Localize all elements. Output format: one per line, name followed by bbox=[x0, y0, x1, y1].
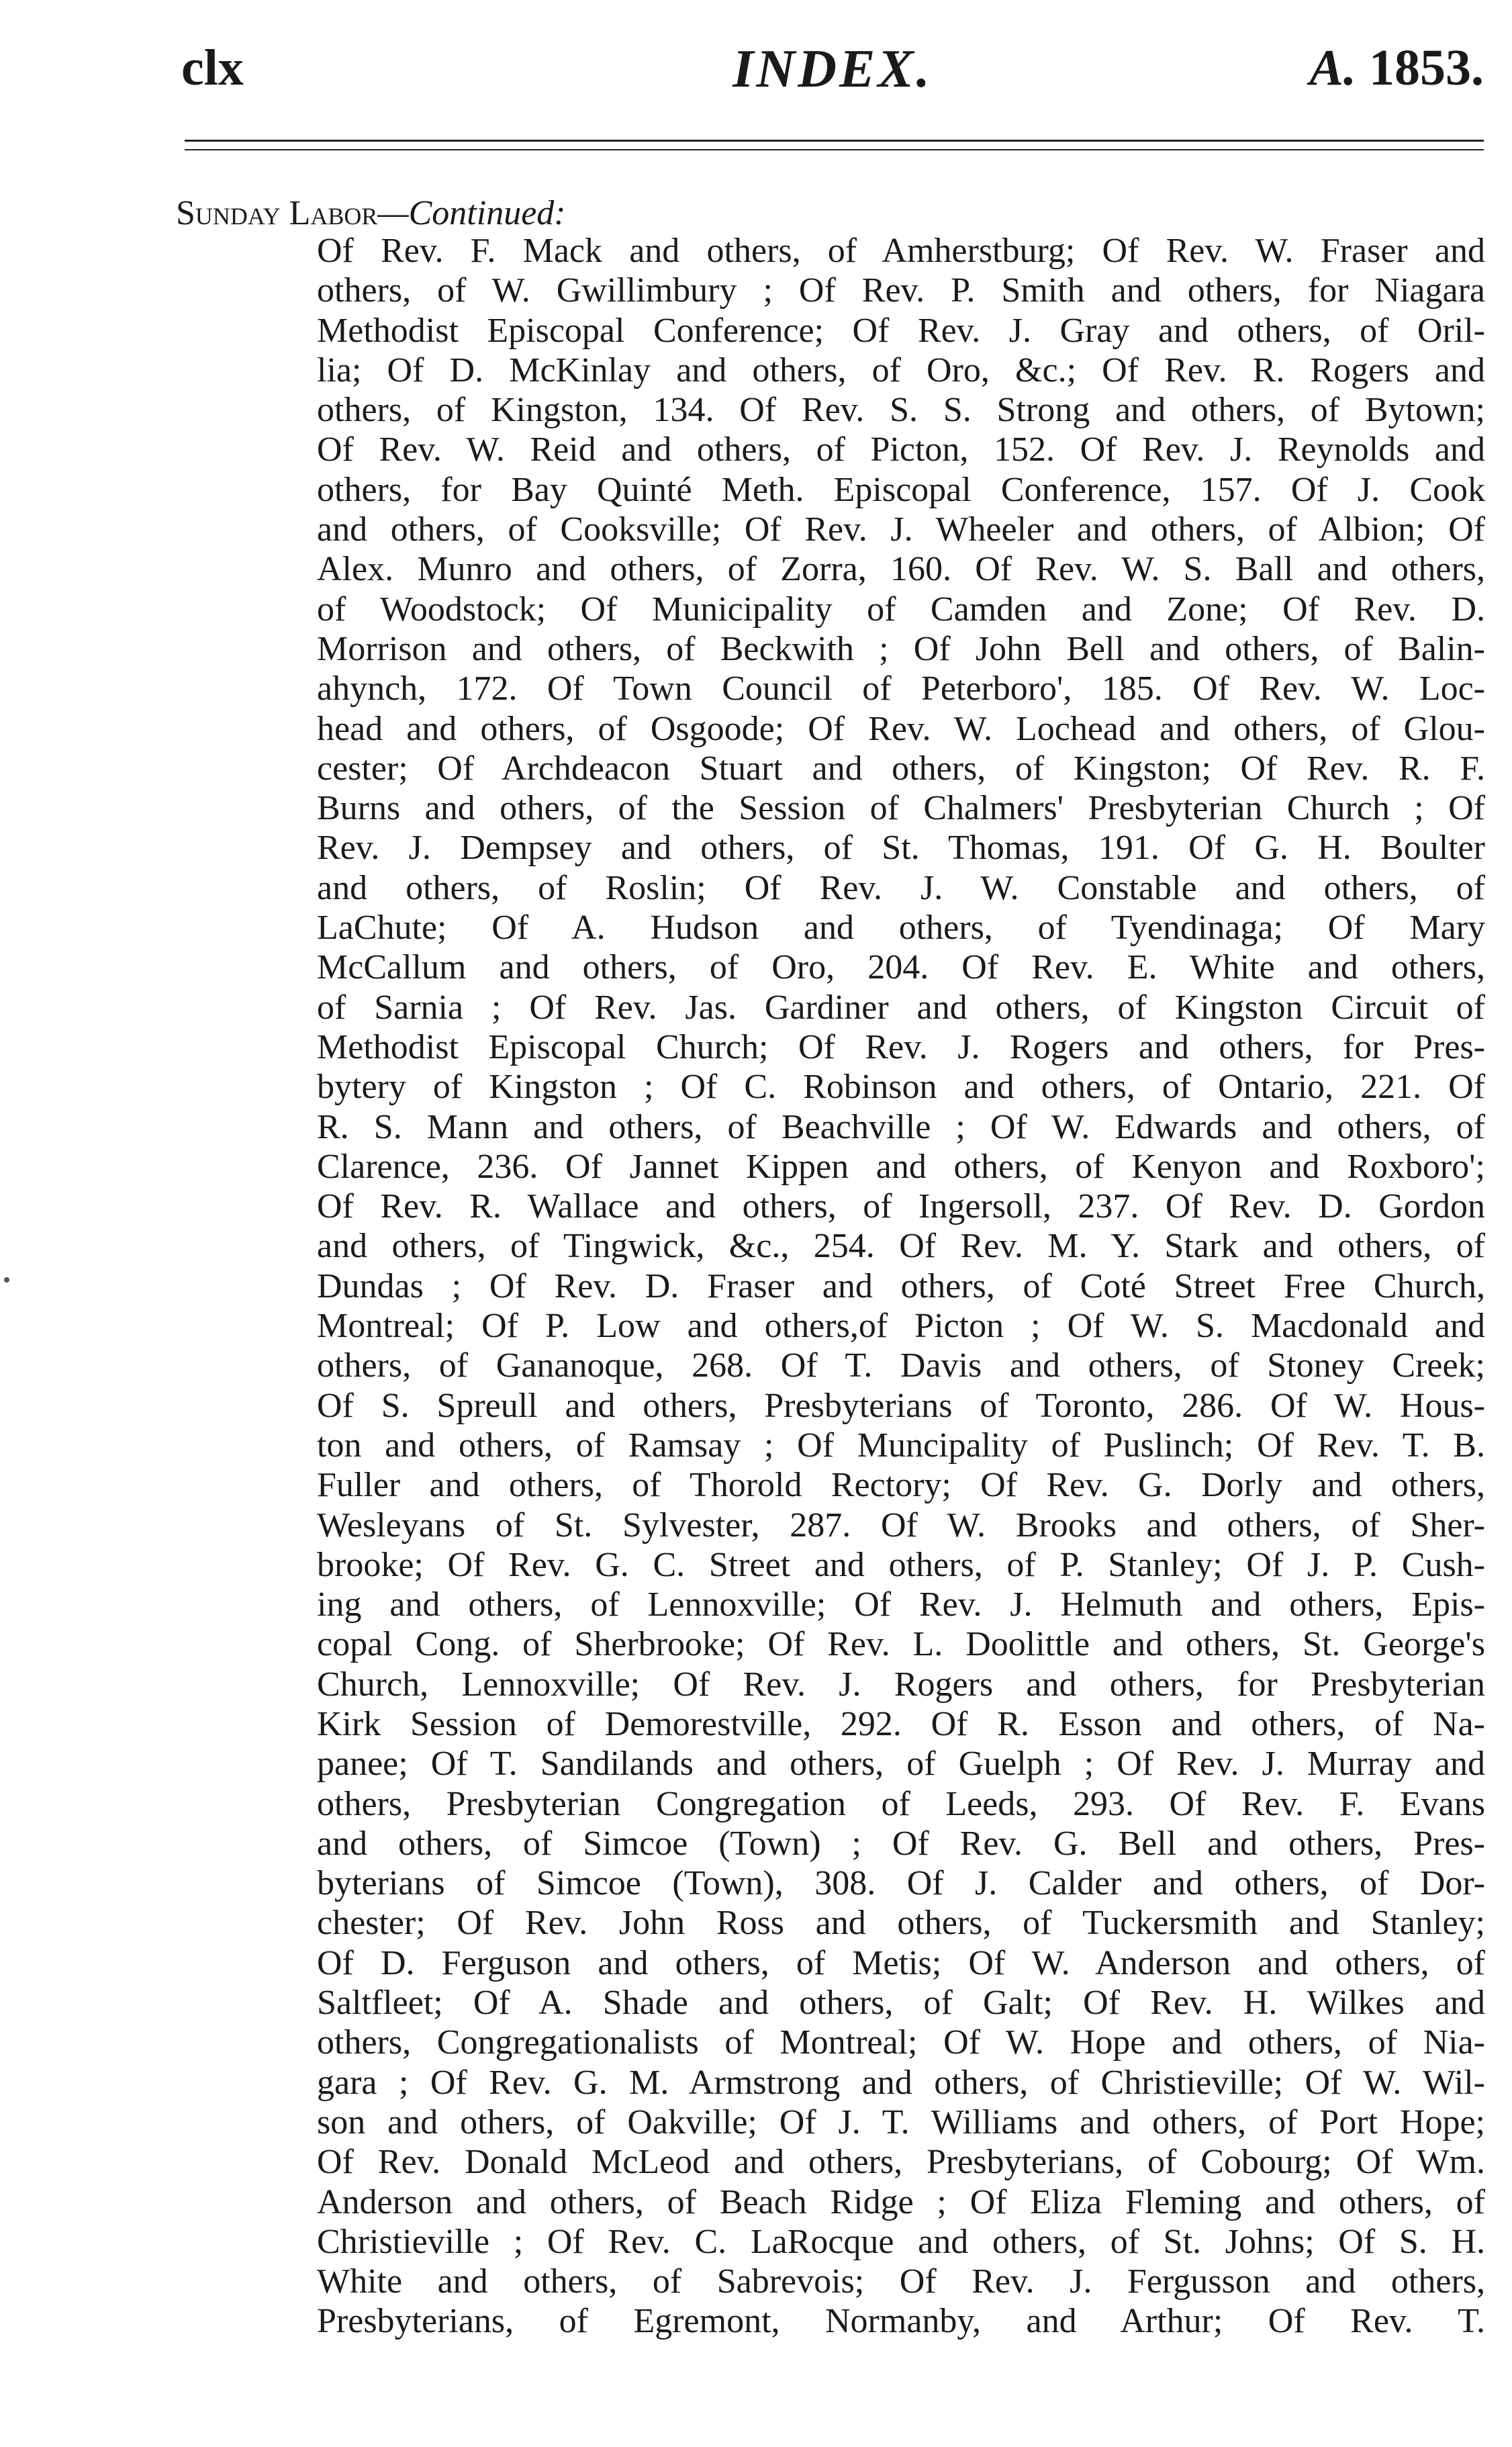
text-line: Kirk Session of Demorestville, 292. Of R. Esson and others, of Na- bbox=[317, 1704, 1485, 1743]
text-line: and others, of Cooksville; Of Rev. J. Wheeler and others, of Albion; Of bbox=[317, 510, 1485, 549]
text-line: Of D. Ferguson and others, of Metis; Of W. Anderson and others, of bbox=[317, 1943, 1485, 1982]
text-line: others, Congregationalists of Montreal; Of W. Hope and others, of Nia- bbox=[317, 2023, 1485, 2062]
text-line: Of Rev. Donald McLeod and others, Presbyterians, of Cobourg; Of Wm. bbox=[317, 2143, 1485, 2182]
text-line: Alex. Munro and others, of Zorra, 160. Of Rev. W. S. Ball and others, bbox=[317, 550, 1485, 589]
text-line: byterians of Simcoe (Town), 308. Of J. Calder and others, of Dor- bbox=[317, 1864, 1485, 1903]
text-line: Dundas ; Of Rev. D. Fraser and others, of Coté Street Free Church, bbox=[317, 1266, 1485, 1305]
text-line: bytery of Kingston ; Of C. Robinson and others, of Ontario, 221. Of bbox=[317, 1068, 1485, 1107]
text-line: LaChute; Of A. Hudson and others, of Tyendinaga; Of Mary bbox=[317, 909, 1485, 948]
text-line: ahynch, 172. Of Town Council of Peterboro', 185. Of Rev. W. Loc- bbox=[317, 670, 1485, 708]
text-line: and others, of Simcoe (Town) ; Of Rev. G. Bell and others, Pres- bbox=[317, 1824, 1485, 1863]
text-line: of Sarnia ; Of Rev. Jas. Gardiner and others, of Kingston Circuit of bbox=[317, 988, 1485, 1027]
page-number: clx bbox=[181, 40, 244, 96]
entry-heading bbox=[176, 191, 566, 236]
text-line: lia; Of D. McKinlay and others, of Oro, &c.; Of Rev. R. Rogers and bbox=[317, 351, 1485, 389]
text-line: cester; Of Archdeacon Stuart and others, of Kingston; Of Rev. R. F. bbox=[317, 749, 1485, 788]
text-line: Fuller and others, of Thorold Rectory; Of Rev. G. Dorly and others, bbox=[317, 1466, 1485, 1505]
margin-mark bbox=[4, 1277, 9, 1283]
text-line: R. S. Mann and others, of Beachville ; Of W. Edwards and others, of bbox=[317, 1107, 1485, 1146]
text-line: Montreal; Of P. Low and others,of Picton ; Of W. S. Macdonald and bbox=[317, 1307, 1485, 1346]
text-line: and others, of Roslin; Of Rev. J. W. Constable and others, of bbox=[317, 868, 1485, 907]
text-line: White and others, of Sabrevois; Of Rev. J. Fergusson and others, bbox=[317, 2262, 1485, 2301]
year-number: 1853. bbox=[1369, 40, 1484, 96]
text-line: others, of Gananoque, 268. Of T. Davis and others, of Stoney Creek; bbox=[317, 1346, 1485, 1385]
text-line: others, for Bay Quinté Meth. Episcopal Conference, 157. Of J. Cook bbox=[317, 470, 1485, 509]
year-label bbox=[1309, 39, 1484, 97]
text-line: gara ; Of Rev. G. M. Armstrong and others, of Christieville; Of W. Wil- bbox=[317, 2063, 1485, 2102]
text-line: Rev. J. Dempsey and others, of St. Thomas, 191. Of G. H. Boulter bbox=[317, 829, 1485, 868]
text-line: Methodist Episcopal Church; Of Rev. J. Rogers and others, for Pres- bbox=[317, 1027, 1485, 1066]
page-header bbox=[181, 26, 1484, 120]
year-letter: A. bbox=[1309, 40, 1356, 96]
text-line: ing and others, of Lennoxville; Of Rev. J. Helmuth and others, Epis- bbox=[317, 1585, 1485, 1624]
text-line: Presbyterians, of Egremont, Normanby, and Arthur; Of Rev. T. bbox=[317, 2302, 1485, 2341]
text-line: McCallum and others, of Oro, 204. Of Rev. E. White and others, bbox=[317, 948, 1485, 987]
text-line: Church, Lennoxville; Of Rev. J. Rogers and others, for Presbyterian bbox=[317, 1665, 1485, 1704]
text-line: chester; Of Rev. John Ross and others, of Tuckersmith and Stanley; bbox=[317, 1904, 1485, 1943]
text-line: Of Rev. W. Reid and others, of Picton, 152. Of Rev. J. Reynolds and bbox=[317, 430, 1485, 469]
text-line: others, Presbyterian Congregation of Leeds, 293. Of Rev. F. Evans bbox=[317, 1784, 1485, 1823]
text-line: Of S. Spreull and others, Presbyterians of Toronto, 286. Of W. Hous- bbox=[317, 1386, 1485, 1425]
text-line: ton and others, of Ramsay ; Of Muncipality of Puslinch; Of Rev. T. B. bbox=[317, 1426, 1485, 1465]
text-line: head and others, of Osgoode; Of Rev. W. Lochead and others, of Glou- bbox=[317, 709, 1485, 748]
entry-heading-main: Sunday Labor bbox=[176, 194, 378, 232]
text-line: others, of W. Gwillimbury ; Of Rev. P. Smith and others, for Niagara bbox=[317, 271, 1485, 310]
entry-text bbox=[317, 231, 1485, 2342]
text-line: of Woodstock; Of Municipality of Camden and Zone; Of Rev. D. bbox=[317, 590, 1485, 629]
text-line: Of Rev. R. Wallace and others, of Ingersoll, 237. Of Rev. D. Gordon bbox=[317, 1187, 1485, 1226]
text-line: Saltfleet; Of A. Shade and others, of Galt; Of Rev. H. Wilkes and bbox=[317, 1984, 1485, 2023]
text-line: Anderson and others, of Beach Ridge ; Of Eliza Fleming and others, of bbox=[317, 2182, 1485, 2221]
page-title: INDEX. bbox=[733, 40, 933, 99]
text-line: brooke; Of Rev. G. C. Street and others, of P. Stanley; Of J. P. Cush- bbox=[317, 1545, 1485, 1584]
text-line: others, of Kingston, 134. Of Rev. S. S. Strong and others, of Bytown; bbox=[317, 391, 1485, 430]
text-line: Wesleyans of St. Sylvester, 287. Of W. Brooks and others, of Sher- bbox=[317, 1506, 1485, 1544]
header-rule-top bbox=[185, 140, 1484, 142]
text-line: Methodist Episcopal Conference; Of Rev. J. Gray and others, of Oril- bbox=[317, 311, 1485, 350]
text-line: Morrison and others, of Beckwith ; Of John Bell and others, of Balin- bbox=[317, 629, 1485, 668]
entry-heading-continued: —Continued: bbox=[377, 194, 566, 232]
text-line: Of Rev. F. Mack and others, of Amherstburg; Of Rev. W. Fraser and bbox=[317, 232, 1485, 270]
text-line: son and others, of Oakville; Of J. T. Williams and others, of Port Hope; bbox=[317, 2103, 1485, 2141]
text-line: Christieville ; Of Rev. C. LaRocque and others, of St. Johns; Of S. H. bbox=[317, 2222, 1485, 2261]
text-line: copal Cong. of Sherbrooke; Of Rev. L. Doolittle and others, St. George's bbox=[317, 1625, 1485, 1664]
text-line: and others, of Tingwick, &c., 254. Of Rev. M. Y. Stark and others, of bbox=[317, 1227, 1485, 1266]
text-line: Burns and others, of the Session of Chalmers' Presbyterian Church ; Of bbox=[317, 789, 1485, 828]
header-rule-bottom bbox=[185, 149, 1484, 150]
text-line: panee; Of T. Sandilands and others, of Guelph ; Of Rev. J. Murray and bbox=[317, 1745, 1485, 1784]
text-line: Clarence, 236. Of Jannet Kippen and others, of Kenyon and Roxboro'; bbox=[317, 1147, 1485, 1186]
